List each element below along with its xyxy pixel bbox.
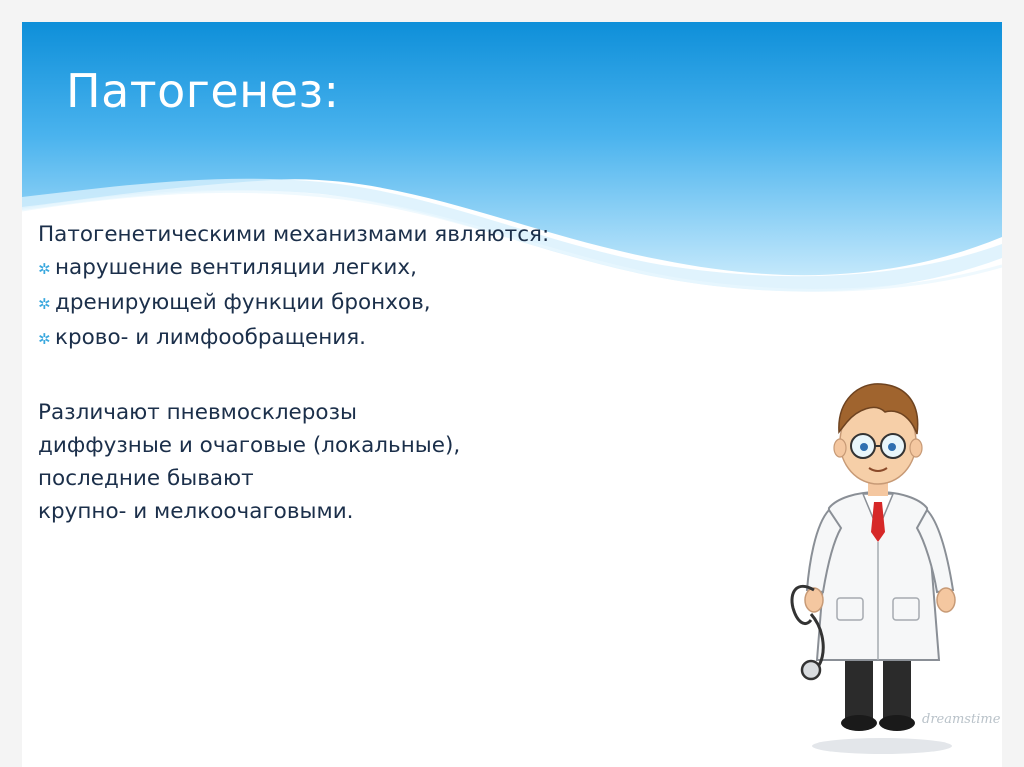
asterisk-bullet-icon: ✲ <box>38 260 51 278</box>
bullet-item <box>38 286 718 321</box>
paragraph-line: крупно- и мелкоочаговыми. <box>38 499 354 524</box>
slide <box>22 22 1002 767</box>
watermark: dreamstime <box>922 712 1001 727</box>
asterisk-bullet-icon: ✲ <box>38 330 51 348</box>
intro-line: Патогенетическими механизмами являются: <box>38 222 550 247</box>
bullet-text: крово- и лимфообращения. <box>55 325 366 350</box>
paragraph-line: последние бывают <box>38 466 254 491</box>
bullet-text: нарушение вентиляции легких, <box>55 255 417 280</box>
asterisk-bullet-icon: ✲ <box>38 295 51 313</box>
paragraph-line: Различают пневмосклерозы <box>38 400 357 425</box>
bullet-text: дренирующей функции бронхов, <box>55 290 431 315</box>
doctor-illustration <box>767 360 992 760</box>
paragraph-line: диффузные и очаговые (локальные), <box>38 433 461 458</box>
slide-title: Патогенез: <box>66 64 340 118</box>
bullet-item <box>38 321 718 356</box>
bullet-item <box>38 251 718 286</box>
slide-body <box>38 218 718 528</box>
